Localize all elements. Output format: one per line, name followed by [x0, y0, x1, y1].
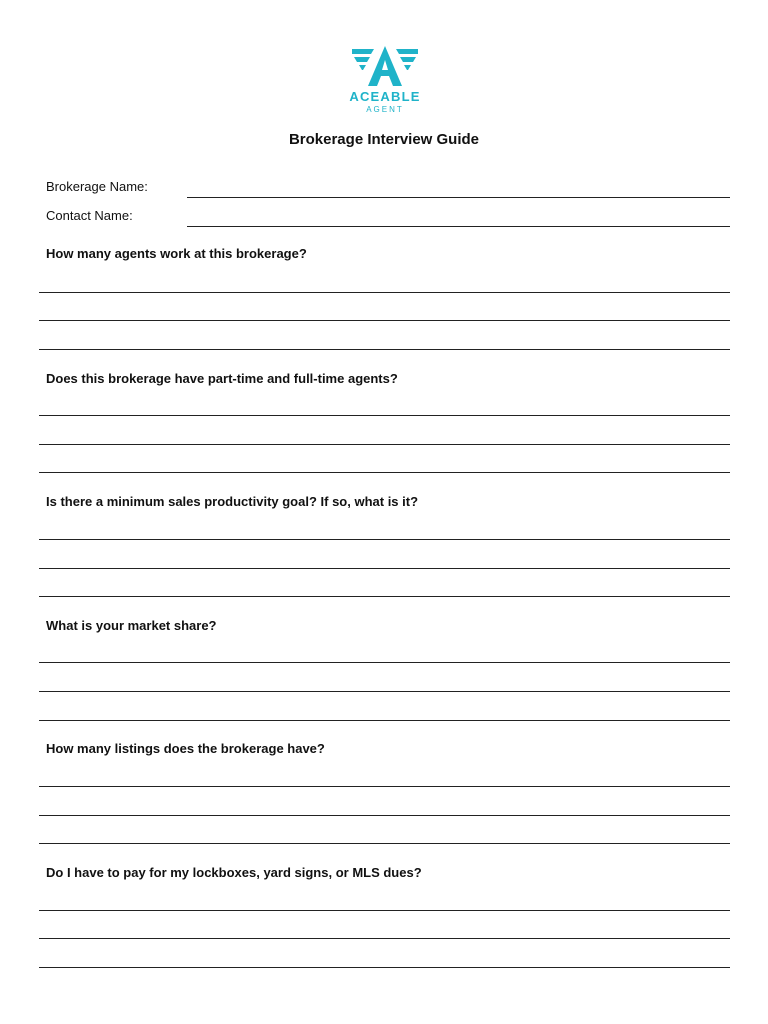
answer-line[interactable]: [39, 415, 730, 416]
answer-line[interactable]: [39, 967, 730, 968]
answer-line[interactable]: [39, 349, 730, 350]
page-title: Brokerage Interview Guide: [288, 131, 480, 148]
answer-line[interactable]: [39, 568, 730, 569]
answer-line[interactable]: [39, 596, 730, 597]
answer-line[interactable]: [39, 720, 730, 721]
answer-line[interactable]: [39, 472, 730, 473]
question-part-full-time: Does this brokerage have part-time and full-time agents?: [46, 371, 398, 386]
answer-line[interactable]: [39, 843, 730, 844]
answer-line[interactable]: [39, 292, 730, 293]
question-listings-count: How many listings does the brokerage have?: [46, 741, 325, 756]
brokerage-name-field[interactable]: [187, 197, 730, 198]
contact-name-field[interactable]: [187, 226, 730, 227]
answer-line[interactable]: [39, 444, 730, 445]
answer-line[interactable]: [39, 691, 730, 692]
logo-brand-text: ACEABLE: [349, 89, 421, 104]
company-logo: [330, 44, 440, 118]
question-agents-count: How many agents work at this brokerage?: [46, 246, 307, 261]
brokerage-name-label: Brokerage Name:: [46, 179, 148, 194]
logo-sub-text: AGENT: [366, 105, 404, 114]
answer-line[interactable]: [39, 938, 730, 939]
answer-line[interactable]: [39, 815, 730, 816]
answer-line[interactable]: [39, 786, 730, 787]
question-pay-for-supplies: Do I have to pay for my lockboxes, yard signs, or MLS dues?: [46, 865, 422, 880]
aceable-wings-a-icon: [330, 44, 440, 90]
question-productivity-goal: Is there a minimum sales productivity goal? If so, what is it?: [46, 494, 419, 509]
contact-name-label: Contact Name:: [46, 208, 133, 223]
answer-line[interactable]: [39, 662, 730, 663]
question-market-share: What is your market share?: [46, 618, 217, 633]
answer-line[interactable]: [39, 910, 730, 911]
answer-line[interactable]: [39, 320, 730, 321]
answer-line[interactable]: [39, 539, 730, 540]
